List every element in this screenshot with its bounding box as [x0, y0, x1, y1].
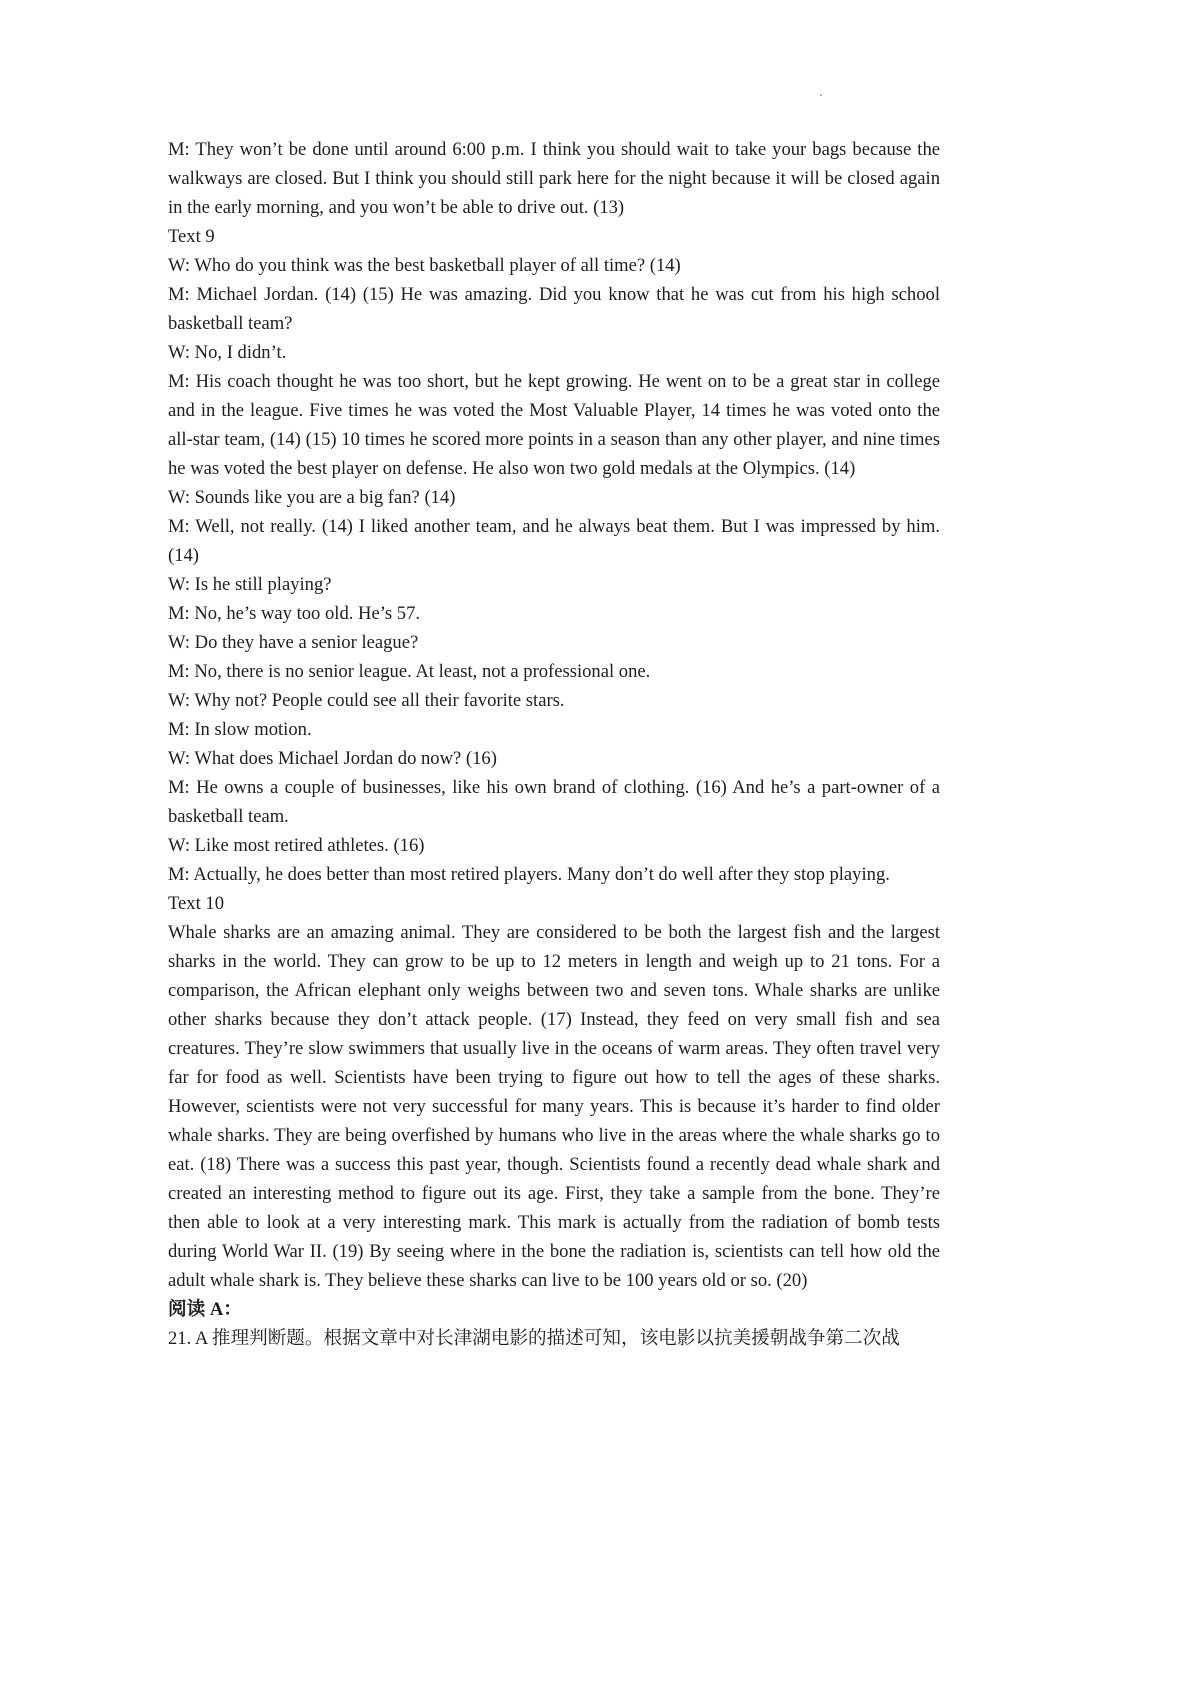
paragraph: M: He owns a couple of businesses, like his own brand of clothing. (16) And he’s a part-owner of a basketball team. [168, 777, 940, 827]
paragraph: Whale sharks are an amazing animal. They are considered to be both the largest fish and the largest sharks in the world. They can grow to be up to 12 meters in length and weigh up to 21 tons. For a comparison, the African elephant only weighs between two and seven tons. Whale sharks are unlike other sharks because they don’t attack people. (17) Instead, they feed on very small fish and sea creatures. They’re slow swimmers that usually live in the oceans of warm areas. They often travel very far for food as well. Scientists have been trying to figure out how to tell the ages of these sharks. However, scientists were not very successful for many years. This is because it’s harder to find older whale sharks. They are being overfished by humans who live in the areas where the whale sharks go to eat. (18) There was a success this past year, though. Scientists found a recently dead whale shark and created an interesting method to figure out its age. First, they take a sample from the bone. They’re then able to look at a very interesting mark. This mark is actually from the radiation of bomb tests during World War II. (19) By seeing where in the bone the radiation is, scientists can tell how old the adult whale shark is. They believe these sharks can live to be 100 years old or so. (20) [168, 922, 940, 1291]
answer-explanation: 21. A 推理判断题。根据文章中对长津湖电影的描述可知，该电影以抗美援朝战争第二次战 [168, 1328, 900, 1349]
paragraph: M: Michael Jordan. (14) (15) He was amazing. Did you know that he was cut from his high school basketball team? [168, 284, 940, 334]
paragraph: W: What does Michael Jordan do now? (16) [168, 748, 497, 769]
paragraph: M: They won’t be done until around 6:00 p.m. I think you should wait to take your bags because the walkways are closed. But I think you should still park here for the night because it will be closed again in the early morning, and you won’t be able to drive out. (13) [168, 139, 940, 218]
paragraph: W: Like most retired athletes. (16) [168, 835, 425, 856]
paragraph: M: Actually, he does better than most retired players. Many don’t do well after they stop playing. [168, 864, 890, 885]
paragraph: M: In slow motion. [168, 719, 312, 740]
paragraph: M: His coach thought he was too short, but he kept growing. He went on to be a great star in college and in the league. Five times he was voted the Most Valuable Player, 14 times he was voted onto the all-star team, (14) (15) 10 times he scored more points in a season than any other player, and nine times he was voted the best player on defense. He also won two gold medals at the Olympics. (14) [168, 371, 940, 479]
paragraph: W: Why not? People could see all their favorite stars. [168, 690, 565, 711]
paragraph: W: Do they have a senior league? [168, 632, 419, 653]
section-title-text-10: Text 10 [168, 893, 225, 914]
document-body [168, 135, 940, 1353]
paragraph: W: Sounds like you are a big fan? (14) [168, 487, 456, 508]
scan-speck [820, 94, 822, 96]
paragraph: M: Well, not really. (14) I liked another team, and he always beat them. But I was impressed by him. (14) [168, 516, 940, 566]
reading-section-heading: 阅读 A： [168, 1299, 242, 1320]
section-title-text-9: Text 9 [168, 226, 215, 247]
paragraph: W: Is he still playing? [168, 574, 332, 595]
paragraph: W: No, I didn’t. [168, 342, 287, 363]
paragraph: M: No, there is no senior league. At least, not a professional one. [168, 661, 651, 682]
paragraph: M: No, he’s way too old. He’s 57. [168, 603, 421, 624]
paragraph: W: Who do you think was the best basketball player of all time? (14) [168, 255, 681, 276]
